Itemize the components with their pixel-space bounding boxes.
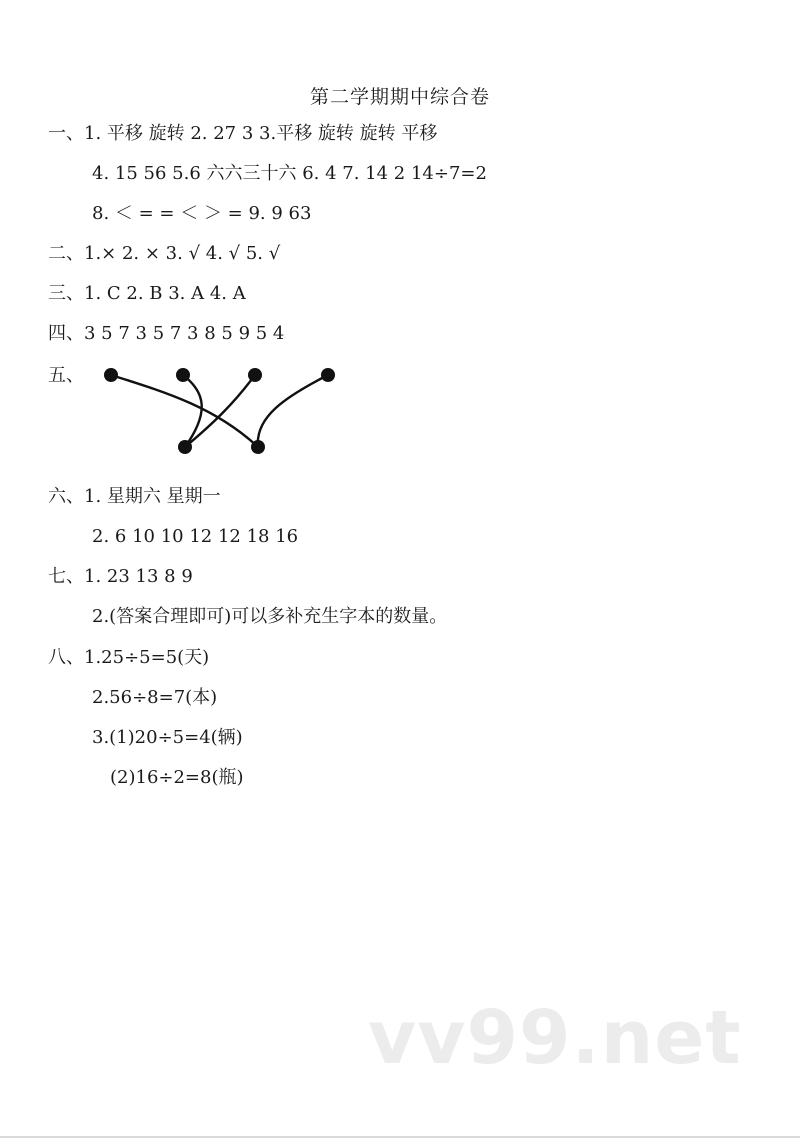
section-1-line-3: 8. ＜ = = ＜ ＞ = 9. 9 63: [92, 203, 312, 224]
section-2-line: 二、1.× 2. × 3. √ 4. √ 5. √: [48, 243, 281, 264]
section-1-line-2: 4. 15 56 5.6 六六三十六 6. 4 7. 14 2 14÷7=2: [92, 163, 487, 184]
page-title: 第二学期期中综合卷: [309, 86, 490, 108]
dot-top-3: [248, 368, 262, 382]
connector-line-4: [258, 375, 328, 447]
section-8-line-3: 3.(1)20÷5=4(辆): [92, 727, 243, 748]
section-8-line-4: (2)16÷2=8(瓶): [110, 767, 244, 788]
connector-line-1: [111, 375, 258, 447]
dot-top-4: [321, 368, 335, 382]
section-6-line-2: 2. 6 10 10 12 12 18 16: [92, 526, 299, 547]
section-5-label: 五、: [48, 365, 84, 386]
section-3-line: 三、1. C 2. B 3. A 4. A: [48, 283, 246, 304]
dot-bottom-2: [251, 440, 265, 454]
bottom-divider: [0, 1136, 800, 1138]
section-7-line-2: 2.(答案合理即可)可以多补充生字本的数量。: [92, 606, 448, 627]
dot-top-1: [104, 368, 118, 382]
dot-bottom-1: [178, 440, 192, 454]
dot-top-2: [176, 368, 190, 382]
section-4-line: 四、3 5 7 3 5 7 3 8 5 9 5 4: [48, 323, 285, 344]
matching-lines-diagram: [95, 362, 345, 462]
watermark-text: vv99.net: [368, 995, 742, 1081]
section-8-line-1: 八、1.25÷5=5(天): [48, 647, 210, 668]
section-8-line-2: 2.56÷8=7(本): [92, 687, 218, 708]
section-6-line-1: 六、1. 星期六 星期一: [48, 486, 221, 507]
section-1-line-1: 一、1. 平移 旋转 2. 27 3 3.平移 旋转 旋转 平移: [48, 123, 438, 144]
section-7-line-1: 七、1. 23 13 8 9: [48, 566, 193, 587]
